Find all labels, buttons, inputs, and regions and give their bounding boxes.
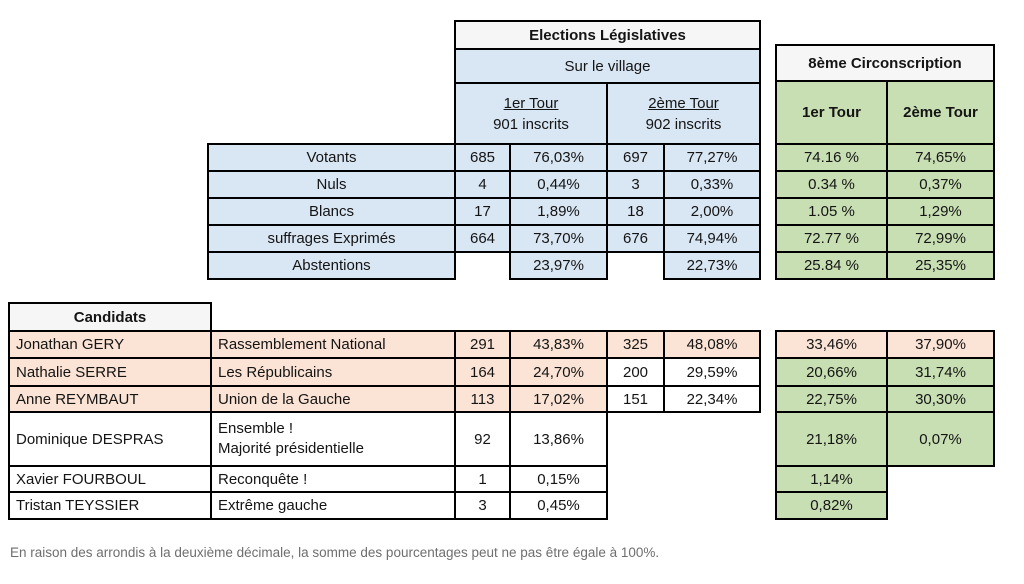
- circ-percent: 72.77 %: [776, 225, 887, 252]
- circ-tour2-header: 2ème Tour: [887, 81, 994, 144]
- empty-cell: [607, 492, 664, 519]
- candidate-name: Tristan TEYSSIER: [9, 492, 211, 519]
- vote-count: 697: [607, 144, 664, 171]
- candidate-party: Les Républicains: [211, 358, 455, 386]
- candidate-name: Xavier FOURBOUL: [9, 466, 211, 492]
- circ-tour1-header: 1er Tour: [776, 81, 887, 144]
- vote-count: 164: [455, 358, 510, 386]
- candidate-row: [9, 466, 760, 492]
- party-line-2: Majorité présidentielle: [218, 440, 364, 457]
- candidate-name: Anne REYMBAUT: [9, 386, 211, 412]
- rounding-note: En raison des arrondis à la deuxième décimale, la somme des pourcentages peut ne pas être égale à 100%.: [10, 545, 660, 560]
- tour2-label: 2ème Tour: [648, 94, 719, 112]
- vote-percent: 29,59%: [664, 358, 760, 386]
- circ-percent: 31,74%: [887, 358, 994, 386]
- vote-count: 685: [455, 144, 510, 171]
- circ-percent: 72,99%: [887, 225, 994, 252]
- circonscription-candidates-table: [775, 330, 995, 520]
- village-table-subtitle: Sur le village: [455, 49, 760, 83]
- circ-percent: 30,30%: [887, 386, 994, 412]
- tour1-label: 1er Tour: [503, 94, 559, 112]
- vote-percent: 0,33%: [664, 171, 760, 198]
- candidate-party: Extrême gauche: [211, 492, 455, 519]
- party-line-1: Ensemble !: [218, 419, 294, 437]
- vote-count: 17: [455, 198, 510, 225]
- spacer-cell: [211, 303, 455, 331]
- vote-percent: 22,34%: [664, 386, 760, 412]
- village-table-title: Elections Législatives: [455, 21, 760, 49]
- candidates-header: Candidats: [9, 303, 211, 331]
- spacer-cell: [455, 303, 510, 331]
- tour2-inscrits: 902 inscrits: [645, 115, 722, 133]
- spacer-cell: [208, 49, 455, 83]
- circ-percent: 33,46%: [776, 331, 887, 358]
- vote-percent: 43,83%: [510, 331, 607, 358]
- vote-percent: 74,94%: [664, 225, 760, 252]
- circ-percent: 21,18%: [776, 412, 887, 466]
- circ-percent: 20,66%: [776, 358, 887, 386]
- vote-count: 291: [455, 331, 510, 358]
- row-label-exprimes: suffrages Exprimés: [208, 225, 455, 252]
- village-tour2-header: [607, 83, 760, 144]
- vote-percent: 13,86%: [510, 412, 607, 466]
- vote-percent: 73,70%: [510, 225, 607, 252]
- empty-cell: [664, 492, 760, 519]
- circ-percent: 1.05 %: [776, 198, 887, 225]
- vote-percent: 0,45%: [510, 492, 607, 519]
- circ-percent: 0,37%: [887, 171, 994, 198]
- circ-percent: 25.84 %: [776, 252, 887, 279]
- circ-percent: 22,75%: [776, 386, 887, 412]
- vote-count: 4: [455, 171, 510, 198]
- empty-cell: [664, 466, 760, 492]
- spacer-cell: [664, 303, 760, 331]
- circ-percent: 37,90%: [887, 331, 994, 358]
- candidate-name: Nathalie SERRE: [9, 358, 211, 386]
- circonscription-title: 8ème Circonscription: [776, 45, 994, 81]
- candidate-party: Reconquête !: [211, 466, 455, 492]
- circonscription-results-table: [775, 44, 995, 280]
- candidate-row: [9, 358, 760, 386]
- circ-percent: 1,14%: [776, 466, 887, 492]
- candidate-party: Union de la Gauche: [211, 386, 455, 412]
- vote-percent: 48,08%: [664, 331, 760, 358]
- empty-cell: [607, 466, 664, 492]
- candidate-party: [211, 412, 455, 466]
- candidate-name: Jonathan GERY: [9, 331, 211, 358]
- empty-cell: [455, 252, 510, 279]
- empty-cell: [664, 412, 760, 466]
- vote-count: 3: [607, 171, 664, 198]
- empty-cell: [887, 492, 994, 519]
- candidate-party: Rassemblement National: [211, 331, 455, 358]
- vote-percent: 1,89%: [510, 198, 607, 225]
- vote-percent: 17,02%: [510, 386, 607, 412]
- circ-percent: 74,65%: [887, 144, 994, 171]
- village-results-table: [207, 20, 761, 280]
- tour1-inscrits: 901 inscrits: [493, 115, 569, 133]
- empty-cell: [607, 412, 664, 466]
- vote-percent: 24,70%: [510, 358, 607, 386]
- vote-count: 3: [455, 492, 510, 519]
- spacer-cell: [208, 21, 455, 49]
- empty-cell: [887, 466, 994, 492]
- spacer-cell: [208, 83, 455, 144]
- row-label-votants: Votants: [208, 144, 455, 171]
- candidate-row: [9, 492, 760, 519]
- candidate-name: Dominique DESPRAS: [9, 412, 211, 466]
- row-label-abstentions: Abstentions: [208, 252, 455, 279]
- vote-percent: 2,00%: [664, 198, 760, 225]
- spacer-cell: [510, 303, 607, 331]
- candidate-row: [9, 412, 760, 466]
- vote-count: 325: [607, 331, 664, 358]
- vote-percent: 0,15%: [510, 466, 607, 492]
- vote-count: 200: [607, 358, 664, 386]
- empty-cell: [607, 252, 664, 279]
- circ-percent: 0,82%: [776, 492, 887, 519]
- circ-percent: 1,29%: [887, 198, 994, 225]
- vote-count: 151: [607, 386, 664, 412]
- circ-percent: 74.16 %: [776, 144, 887, 171]
- vote-count: 92: [455, 412, 510, 466]
- circ-percent: 0.34 %: [776, 171, 887, 198]
- circ-percent: 0,07%: [887, 412, 994, 466]
- vote-count: 18: [607, 198, 664, 225]
- spacer-cell: [607, 303, 664, 331]
- vote-count: 113: [455, 386, 510, 412]
- vote-percent: 0,44%: [510, 171, 607, 198]
- vote-percent: 76,03%: [510, 144, 607, 171]
- candidate-row: [9, 386, 760, 412]
- vote-percent: 22,73%: [664, 252, 760, 279]
- vote-percent: 77,27%: [664, 144, 760, 171]
- vote-count: 664: [455, 225, 510, 252]
- candidates-table: [8, 302, 761, 520]
- circ-percent: 25,35%: [887, 252, 994, 279]
- vote-percent: 23,97%: [510, 252, 607, 279]
- vote-count: 676: [607, 225, 664, 252]
- candidate-row: [9, 331, 760, 358]
- row-label-blancs: Blancs: [208, 198, 455, 225]
- village-tour1-header: [455, 83, 607, 144]
- vote-count: 1: [455, 466, 510, 492]
- row-label-nuls: Nuls: [208, 171, 455, 198]
